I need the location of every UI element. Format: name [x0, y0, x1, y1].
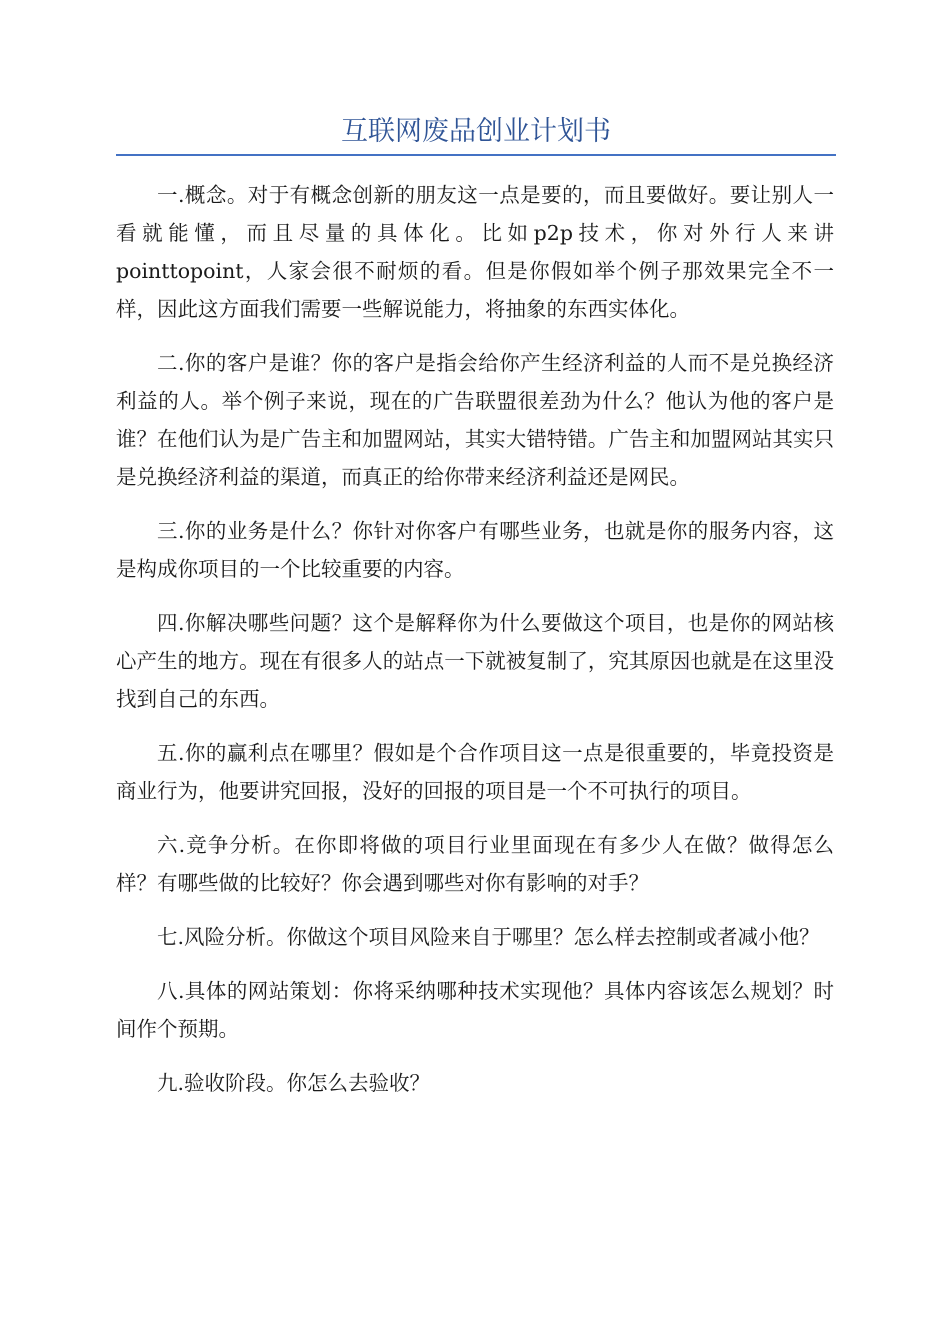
paragraph-competition: 六.竞争分析。在你即将做的项目行业里面现在有多少人在做？做得怎么样？有哪些做的比较好？你会遇到哪些对你有影响的对手？: [116, 833, 834, 895]
document-body: [116, 176, 834, 1118]
title-underline: [116, 154, 836, 156]
paragraph-customers: 二.你的客户是谁？你的客户是指会给你产生经济利益的人而不是兑换经济利益的人。举个例子来说，现在的广告联盟很差劲为什么？他认为他的客户是谁？在他们认为是广告主和加盟网站，其实大错特错。广告主和加盟网站其实只是兑换经济利益的渠道，而真正的给你带来经济利益还是网民。: [116, 351, 834, 489]
paragraph-acceptance: 九.验收阶段。你怎么去验收？: [157, 1071, 431, 1095]
paragraph-problems: 四.你解决哪些问题？这个是解释你为什么要做这个项目，也是你的网站核心产生的地方。现在有很多人的站点一下就被复制了，究其原因也就是在这里没找到自己的东西。: [116, 611, 834, 711]
paragraph-planning: 八.具体的网站策划：你将采纳哪种技术实现他？具体内容该怎么规划？时间作个预期。: [116, 979, 834, 1041]
paragraph-concept: 一.概念。对于有概念创新的朋友这一点是要的，而且要做好。要让别人一看就能懂，而且尽量的具体化。比如p2p技术，你对外行人来讲pointtopoint，人家会很不耐烦的看。但是你假如举个例子那效果完全不一样，因此这方面我们需要一些解说能力，将抽象的东西实体化。: [116, 183, 834, 321]
paragraph-business: 三.你的业务是什么？你针对你客户有哪些业务，也就是你的服务内容，这是构成你项目的一个比较重要的内容。: [116, 519, 834, 581]
document-title: 互联网废品创业计划书: [341, 116, 611, 147]
paragraph-risk: 七.风险分析。你做这个项目风险来自于哪里？怎么样去控制或者减小他？: [157, 925, 820, 949]
paragraph-profit: 五.你的赢利点在哪里？假如是个合作项目这一点是很重要的，毕竟投资是商业行为，他要讲究回报，没好的回报的项目是一个不可执行的项目。: [116, 741, 834, 803]
